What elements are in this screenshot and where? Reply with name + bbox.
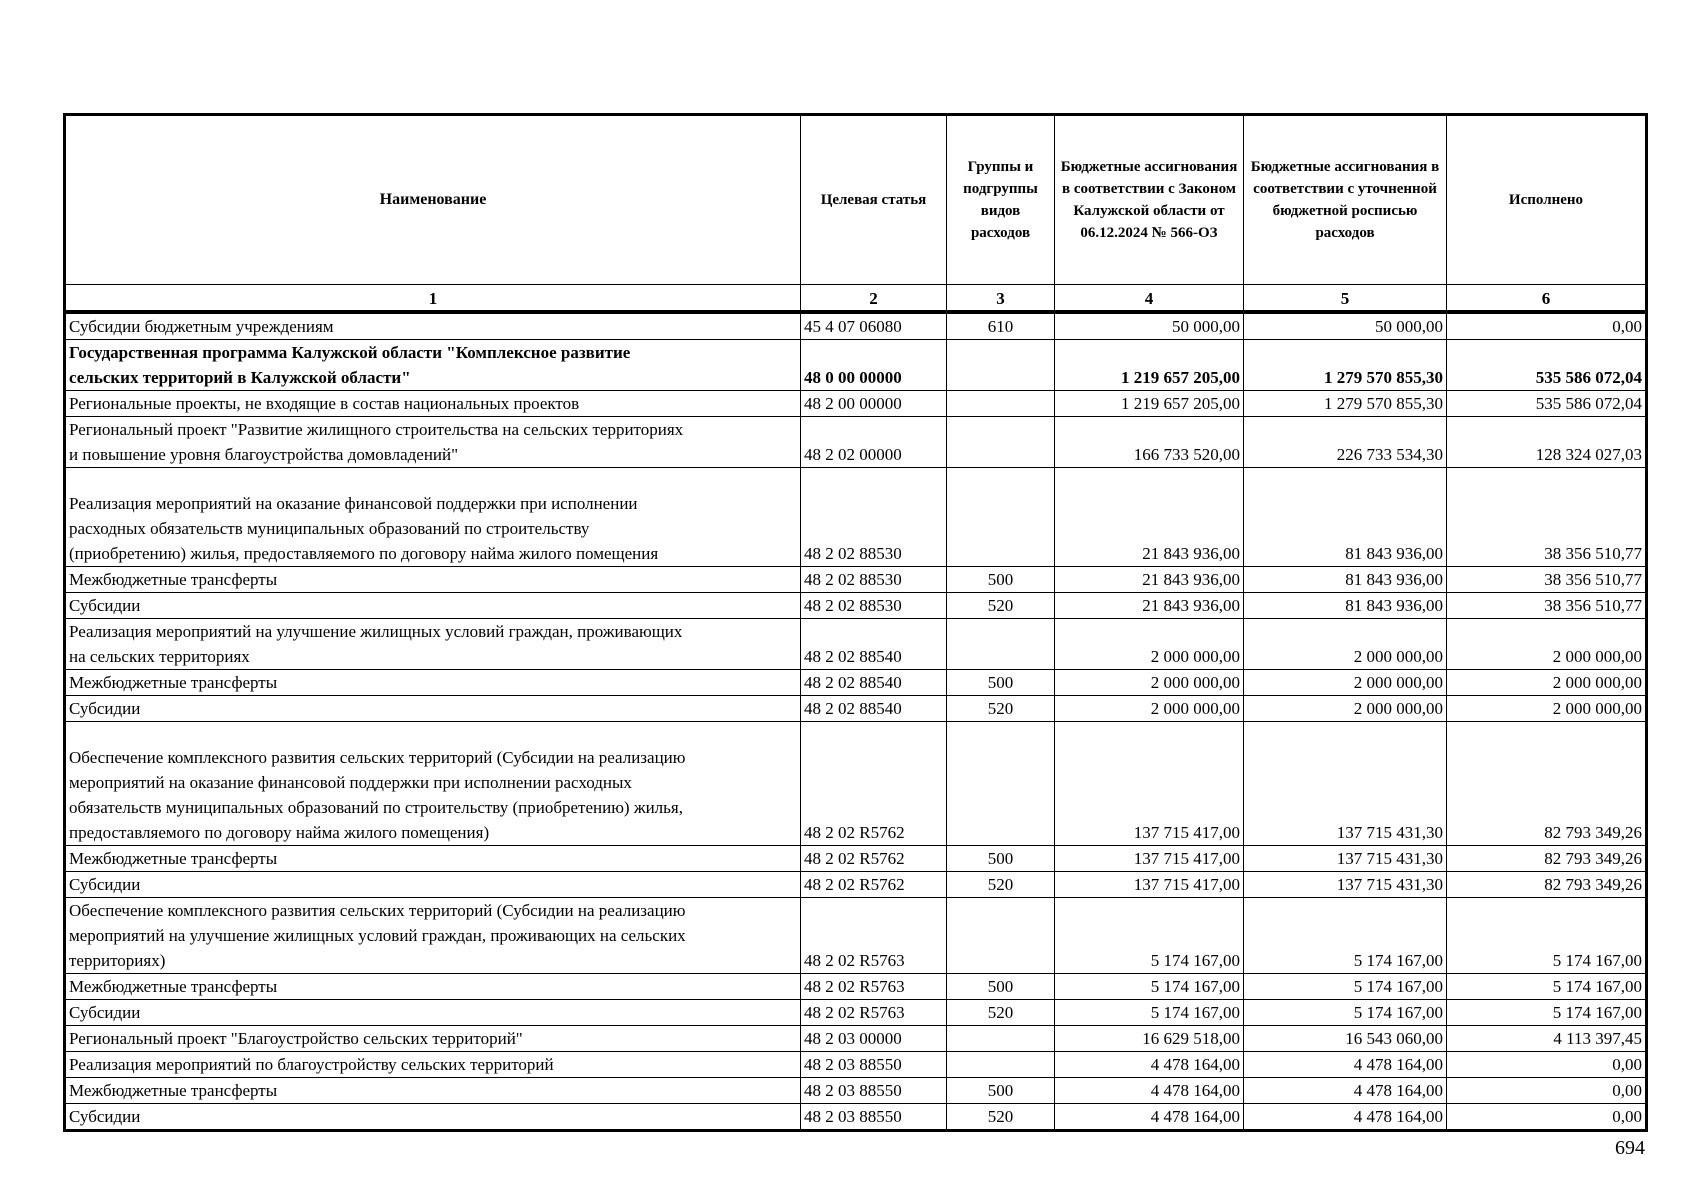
table-row	[65, 1026, 1647, 1052]
header-expense-groups: Группы и подгруппы видов расходов	[947, 115, 1055, 285]
row-name: Межбюджетные трансферты	[65, 670, 801, 696]
row-executed-amount: 38 356 510,77	[1447, 593, 1647, 619]
row-target-article: 48 2 03 88550	[801, 1104, 947, 1131]
row-target-article: 48 2 02 88530	[801, 593, 947, 619]
row-name: Государственная программа Калужской области "Комплексное развитие сельских территорий в Калужской области"	[65, 340, 801, 391]
row-refined-amount: 137 715 431,30	[1244, 846, 1447, 872]
row-refined-amount: 81 843 936,00	[1244, 567, 1447, 593]
row-refined-amount: 50 000,00	[1244, 312, 1447, 340]
row-name: Субсидии	[65, 872, 801, 898]
row-refined-amount: 2 000 000,00	[1244, 696, 1447, 722]
row-law-amount: 21 843 936,00	[1055, 593, 1244, 619]
row-target-article: 48 2 03 88550	[801, 1052, 947, 1078]
row-target-article: 48 2 02 88540	[801, 696, 947, 722]
header-refined-allocations: Бюджетные ассигнования в соответствии с уточненной бюджетной росписью расходов	[1244, 115, 1447, 285]
column-number-row	[65, 285, 1647, 313]
row-law-amount: 4 478 164,00	[1055, 1052, 1244, 1078]
row-name: Реализация мероприятий на оказание финансовой поддержки при исполнении расходных обязательств муниципальных образований по строительству (приобретению) жилья, предоставляемого по договору найма жилого помещения	[65, 468, 801, 567]
row-target-article: 48 0 00 00000	[801, 340, 947, 391]
row-target-article: 48 2 00 00000	[801, 391, 947, 417]
row-refined-amount: 5 174 167,00	[1244, 1000, 1447, 1026]
row-refined-amount: 2 000 000,00	[1244, 670, 1447, 696]
row-target-article: 48 2 02 88540	[801, 619, 947, 670]
row-law-amount: 137 715 417,00	[1055, 722, 1244, 846]
header-executed: Исполнено	[1447, 115, 1647, 285]
row-expense-group: 520	[947, 872, 1055, 898]
column-number: 6	[1447, 285, 1647, 313]
row-expense-group: 500	[947, 974, 1055, 1000]
column-number: 4	[1055, 285, 1244, 313]
table-row	[65, 1000, 1647, 1026]
row-executed-amount: 0,00	[1447, 1078, 1647, 1104]
row-executed-amount: 0,00	[1447, 1104, 1647, 1131]
row-executed-amount: 5 174 167,00	[1447, 1000, 1647, 1026]
row-target-article: 48 2 02 88530	[801, 468, 947, 567]
row-target-article: 48 2 03 88550	[801, 1078, 947, 1104]
row-refined-amount: 137 715 431,30	[1244, 872, 1447, 898]
row-law-amount: 1 219 657 205,00	[1055, 391, 1244, 417]
row-refined-amount: 4 478 164,00	[1244, 1104, 1447, 1131]
row-refined-amount: 81 843 936,00	[1244, 468, 1447, 567]
table-row	[65, 1052, 1647, 1078]
row-name: Межбюджетные трансферты	[65, 567, 801, 593]
row-target-article: 48 2 02 R5762	[801, 722, 947, 846]
row-executed-amount: 4 113 397,45	[1447, 1026, 1647, 1052]
table-row	[65, 1104, 1647, 1131]
row-name: Межбюджетные трансферты	[65, 974, 801, 1000]
row-law-amount: 5 174 167,00	[1055, 974, 1244, 1000]
row-expense-group: 520	[947, 696, 1055, 722]
row-law-amount: 21 843 936,00	[1055, 567, 1244, 593]
row-expense-group: 520	[947, 1000, 1055, 1026]
row-executed-amount: 82 793 349,26	[1447, 846, 1647, 872]
row-refined-amount: 16 543 060,00	[1244, 1026, 1447, 1052]
row-refined-amount: 5 174 167,00	[1244, 898, 1447, 974]
header-row	[65, 115, 1647, 285]
row-expense-group: 500	[947, 670, 1055, 696]
row-expense-group	[947, 898, 1055, 974]
table-body	[65, 312, 1647, 1131]
row-law-amount: 166 733 520,00	[1055, 417, 1244, 468]
row-refined-amount: 226 733 534,30	[1244, 417, 1447, 468]
row-law-amount: 2 000 000,00	[1055, 670, 1244, 696]
row-expense-group	[947, 468, 1055, 567]
row-refined-amount: 81 843 936,00	[1244, 593, 1447, 619]
column-number: 2	[801, 285, 947, 313]
row-name: Региональные проекты, не входящие в состав национальных проектов	[65, 391, 801, 417]
row-name: Межбюджетные трансферты	[65, 846, 801, 872]
table-row	[65, 872, 1647, 898]
row-expense-group	[947, 619, 1055, 670]
row-expense-group	[947, 417, 1055, 468]
column-number: 1	[65, 285, 801, 313]
row-name: Субсидии	[65, 593, 801, 619]
row-name: Обеспечение комплексного развития сельских территорий (Субсидии на реализацию мероприятий на улучшение жилищных условий граждан, проживающих на сельских территориях)	[65, 898, 801, 974]
row-law-amount: 16 629 518,00	[1055, 1026, 1244, 1052]
table-row	[65, 974, 1647, 1000]
row-name: Реализация мероприятий на улучшение жилищных условий граждан, проживающих на сельских территориях	[65, 619, 801, 670]
row-target-article: 48 2 02 88540	[801, 670, 947, 696]
row-expense-group	[947, 722, 1055, 846]
row-name: Реализация мероприятий по благоустройству сельских территорий	[65, 1052, 801, 1078]
table-row	[65, 391, 1647, 417]
row-name: Субсидии	[65, 1104, 801, 1131]
row-target-article: 48 2 02 00000	[801, 417, 947, 468]
table-header	[65, 115, 1647, 313]
row-expense-group: 610	[947, 312, 1055, 340]
row-name: Региональный проект "Благоустройство сельских территорий"	[65, 1026, 801, 1052]
row-executed-amount: 535 586 072,04	[1447, 340, 1647, 391]
row-refined-amount: 2 000 000,00	[1244, 619, 1447, 670]
row-target-article: 45 4 07 06080	[801, 312, 947, 340]
row-expense-group	[947, 340, 1055, 391]
row-refined-amount: 1 279 570 855,30	[1244, 391, 1447, 417]
row-expense-group: 500	[947, 1078, 1055, 1104]
row-law-amount: 137 715 417,00	[1055, 872, 1244, 898]
row-refined-amount: 1 279 570 855,30	[1244, 340, 1447, 391]
row-expense-group	[947, 391, 1055, 417]
row-executed-amount: 0,00	[1447, 1052, 1647, 1078]
row-executed-amount: 5 174 167,00	[1447, 974, 1647, 1000]
row-name: Субсидии	[65, 696, 801, 722]
table-row	[65, 567, 1647, 593]
row-executed-amount: 82 793 349,26	[1447, 872, 1647, 898]
column-number: 3	[947, 285, 1055, 313]
header-law-allocations: Бюджетные ассигнования в соответствии с Законом Калужской области от 06.12.2024 № 566-ОЗ	[1055, 115, 1244, 285]
row-law-amount: 1 219 657 205,00	[1055, 340, 1244, 391]
row-executed-amount: 535 586 072,04	[1447, 391, 1647, 417]
row-executed-amount: 0,00	[1447, 312, 1647, 340]
table-row	[65, 593, 1647, 619]
row-law-amount: 2 000 000,00	[1055, 696, 1244, 722]
row-target-article: 48 2 02 88530	[801, 567, 947, 593]
table-row	[65, 619, 1647, 670]
row-refined-amount: 4 478 164,00	[1244, 1052, 1447, 1078]
row-expense-group: 520	[947, 593, 1055, 619]
row-law-amount: 5 174 167,00	[1055, 898, 1244, 974]
row-expense-group: 500	[947, 567, 1055, 593]
table-row	[65, 696, 1647, 722]
row-target-article: 48 2 02 R5762	[801, 872, 947, 898]
row-expense-group	[947, 1052, 1055, 1078]
table-row	[65, 898, 1647, 974]
row-target-article: 48 2 02 R5763	[801, 974, 947, 1000]
row-executed-amount: 5 174 167,00	[1447, 898, 1647, 974]
budget-table	[63, 113, 1648, 1132]
row-law-amount: 2 000 000,00	[1055, 619, 1244, 670]
row-target-article: 48 2 03 00000	[801, 1026, 947, 1052]
row-executed-amount: 38 356 510,77	[1447, 567, 1647, 593]
row-refined-amount: 4 478 164,00	[1244, 1078, 1447, 1104]
row-executed-amount: 82 793 349,26	[1447, 722, 1647, 846]
row-executed-amount: 2 000 000,00	[1447, 696, 1647, 722]
row-name: Региональный проект "Развитие жилищного строительства на сельских территориях и повышение уровня благоустройства домовладений"	[65, 417, 801, 468]
row-name: Обеспечение комплексного развития сельских территорий (Субсидии на реализацию мероприятий на оказание финансовой поддержки при исполнении расходных обязательств муниципальных образований по строительству (приобретению) жилья, предоставляемого по договору найма жилого помещения)	[65, 722, 801, 846]
row-law-amount: 4 478 164,00	[1055, 1104, 1244, 1131]
row-law-amount: 4 478 164,00	[1055, 1078, 1244, 1104]
table-row	[65, 722, 1647, 846]
row-law-amount: 21 843 936,00	[1055, 468, 1244, 567]
page-number: 694	[1615, 1137, 1645, 1159]
row-executed-amount: 128 324 027,03	[1447, 417, 1647, 468]
row-executed-amount: 2 000 000,00	[1447, 670, 1647, 696]
row-refined-amount: 137 715 431,30	[1244, 722, 1447, 846]
row-name: Межбюджетные трансферты	[65, 1078, 801, 1104]
row-executed-amount: 38 356 510,77	[1447, 468, 1647, 567]
row-law-amount: 50 000,00	[1055, 312, 1244, 340]
table-row	[65, 846, 1647, 872]
row-refined-amount: 5 174 167,00	[1244, 974, 1447, 1000]
table-row	[65, 340, 1647, 391]
row-name: Субсидии бюджетным учреждениям	[65, 312, 801, 340]
row-expense-group: 500	[947, 846, 1055, 872]
row-target-article: 48 2 02 R5763	[801, 1000, 947, 1026]
table-row	[65, 1078, 1647, 1104]
table-row	[65, 312, 1647, 340]
row-target-article: 48 2 02 R5762	[801, 846, 947, 872]
row-law-amount: 137 715 417,00	[1055, 846, 1244, 872]
row-expense-group: 520	[947, 1104, 1055, 1131]
row-expense-group	[947, 1026, 1055, 1052]
header-target-article: Целевая статья	[801, 115, 947, 285]
row-law-amount: 5 174 167,00	[1055, 1000, 1244, 1026]
row-executed-amount: 2 000 000,00	[1447, 619, 1647, 670]
row-target-article: 48 2 02 R5763	[801, 898, 947, 974]
table-row	[65, 417, 1647, 468]
header-name: Наименование	[65, 115, 801, 285]
table-row	[65, 468, 1647, 567]
column-number: 5	[1244, 285, 1447, 313]
table-row	[65, 670, 1647, 696]
row-name: Субсидии	[65, 1000, 801, 1026]
